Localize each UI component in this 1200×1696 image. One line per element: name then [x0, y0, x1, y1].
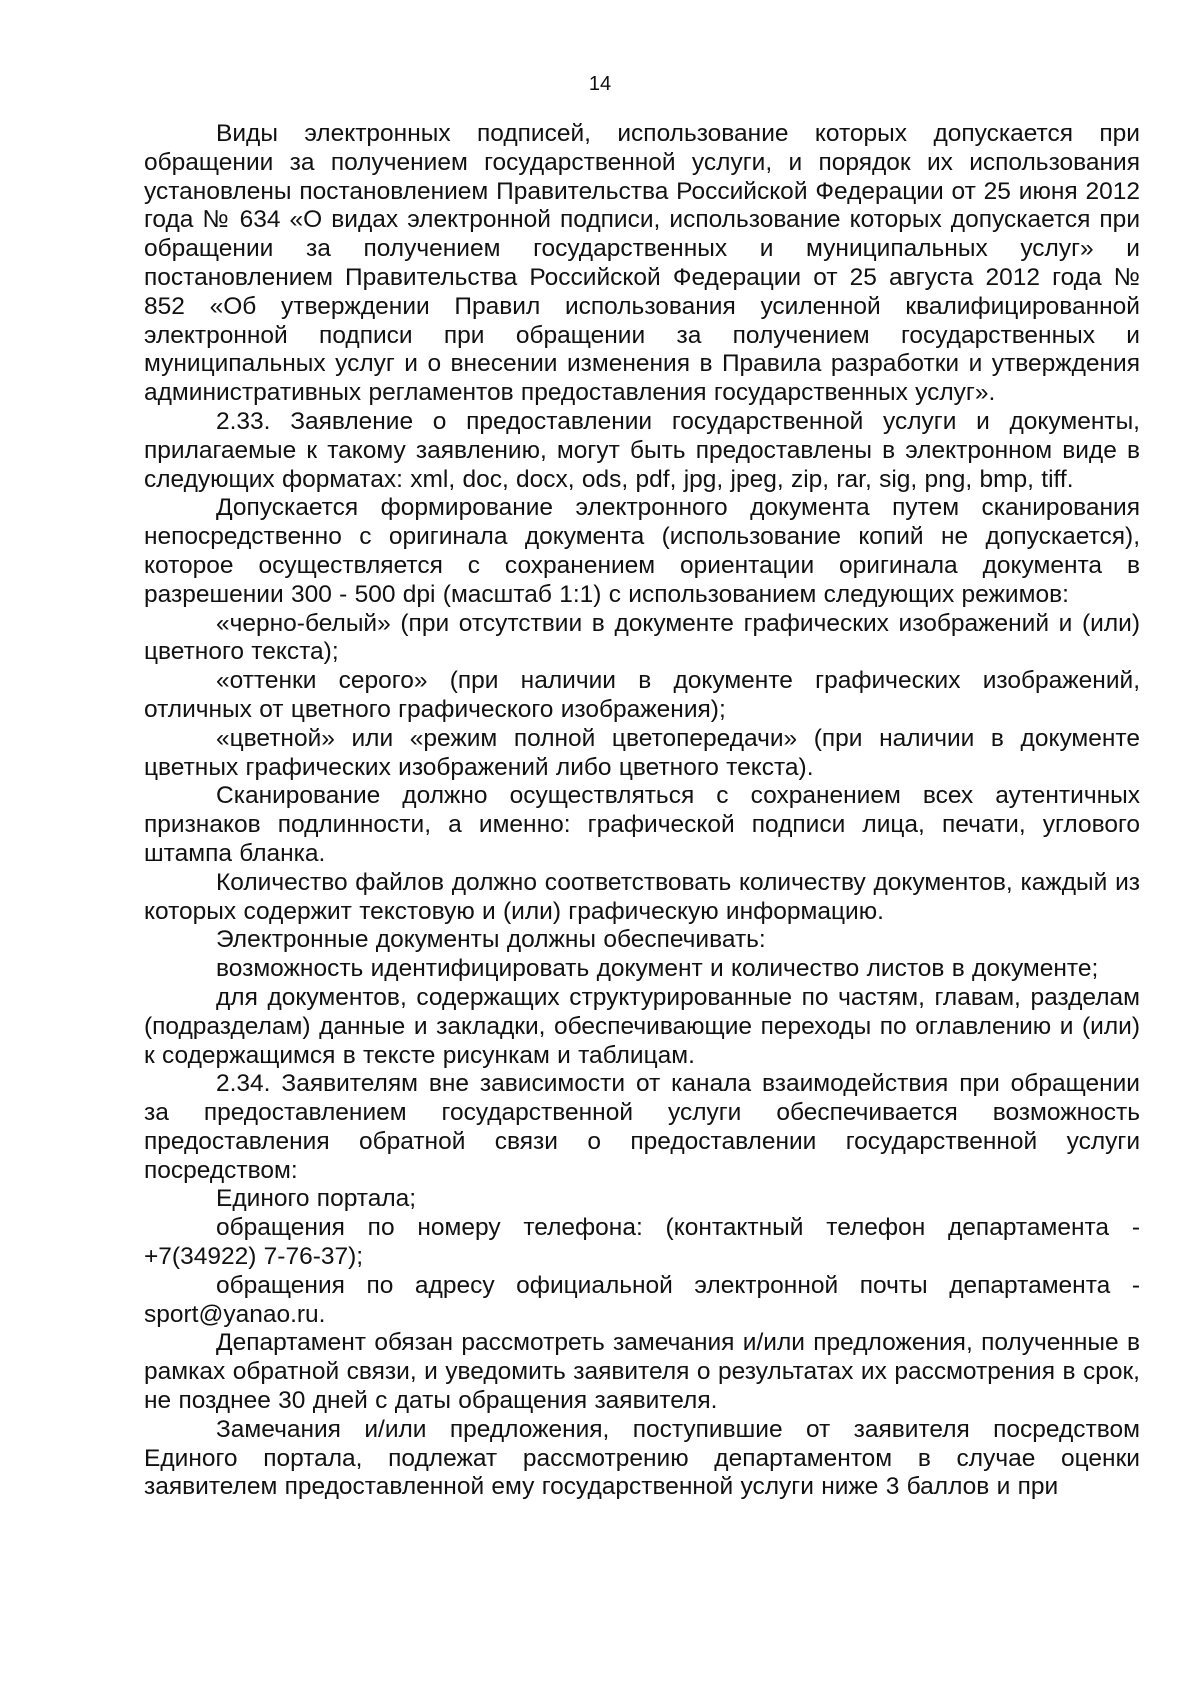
list-item-phone: обращения по номеру телефона: (контактный телефон департамента - +7(34922) 7-76-37);	[144, 1214, 1140, 1271]
paragraph-department-obligation: Департамент обязан рассмотреть замечания и/или предложения, полученные в рамках обратной связи, и уведомить заявителя о результатах их рассмотрения в срок, не позднее 30 дней с даты обращения заявителя.	[144, 1329, 1140, 1415]
list-item-color: «цветной» или «режим полной цветопередачи» (при наличии в документе цветных графических изображений либо цветного текста).	[144, 724, 1140, 781]
list-item-structured-documents: для документов, содержащих структурированные по частям, главам, разделам (подразделам) данные и закладки, обеспечивающие переходы по оглавлению и (или) к содержащимся в тексте рисункам и таблицам.	[144, 983, 1140, 1069]
paragraph-electronic-signatures: Виды электронных подписей, использование которых допускается при обращении за получением государственной услуги, и порядок их использования установлены постановлением Правительства Российской Федерации от 25 июня 2012 года № 634 «О видах электронной подписи, использование которых допускается при обращении за получением государственных и муниципальных услуг» и постановлением Правительства Российской Федерации от 25 августа 2012 года № 852 «Об утверждении Правил использования усиленной квалифицированной электронной подписи при обращении за получением государственных и муниципальных услуг и о внесении изменения в Правила разработки и утверждения административных регламентов предоставления государственных услуг».	[144, 120, 1140, 407]
paragraph-portal-remarks: Замечания и/или предложения, поступившие от заявителя посредством Единого портала, подлежат рассмотрению департаментом в случае оценки заявителем предоставленной ему государственной услуги ниже 3 баллов и при	[144, 1415, 1140, 1501]
paragraph-authenticity: Сканирование должно осуществляться с сохранением всех аутентичных признаков подлинности, а именно: графической подписи лица, печати, углового штампа бланка.	[144, 782, 1140, 867]
paragraph-2-34-feedback: 2.34. Заявителям вне зависимости от канала взаимодействия при обращении за предоставлением государственной услуги обеспечивается возможность предоставления обратной связи о предоставлении государственной услуги посредством:	[144, 1070, 1140, 1184]
list-item-black-white: «черно-белый» (при отсутствии в документе графических изображений и (или) цветного текста);	[144, 609, 1140, 666]
body-text	[144, 120, 1140, 1502]
paragraph-documents-must-provide: Электронные документы должны обеспечивать:	[216, 926, 766, 954]
list-item-grayscale: «оттенки серого» (при наличии в документе графических изображений, отличных от цветного графического изображения);	[144, 667, 1140, 723]
list-item-email: обращения по адресу официальной электронной почты департамента - sport@yanao.ru.	[144, 1271, 1140, 1328]
list-item-identify-document: возможность идентифицировать документ и количество листов в документе;	[216, 955, 1099, 983]
list-item-single-portal: Единого портала;	[216, 1185, 417, 1213]
page-number: 14	[588, 73, 612, 95]
paragraph-2-33-formats: 2.33. Заявление о предоставлении государственной услуги и документы, прилагаемые к такому заявлению, могут быть предоставлены в электронном виде в следующих форматах: xml, doc, docx, ods, pdf, jpg, jpeg, zip, rar, sig, png, bmp, tiff.	[144, 407, 1140, 493]
paragraph-file-count: Количество файлов должно соответствовать количеству документов, каждый из которых содержит текстовую и (или) графическую информацию.	[144, 868, 1140, 925]
paragraph-scanning-allowed: Допускается формирование электронного документа путем сканирования непосредственно с оригинала документа (использование копий не допускается), которое осуществляется с сохранением ориентации оригинала документа в разрешении 300 - 500 dpi (масштаб 1:1) с использованием следующих режимов:	[144, 494, 1140, 608]
